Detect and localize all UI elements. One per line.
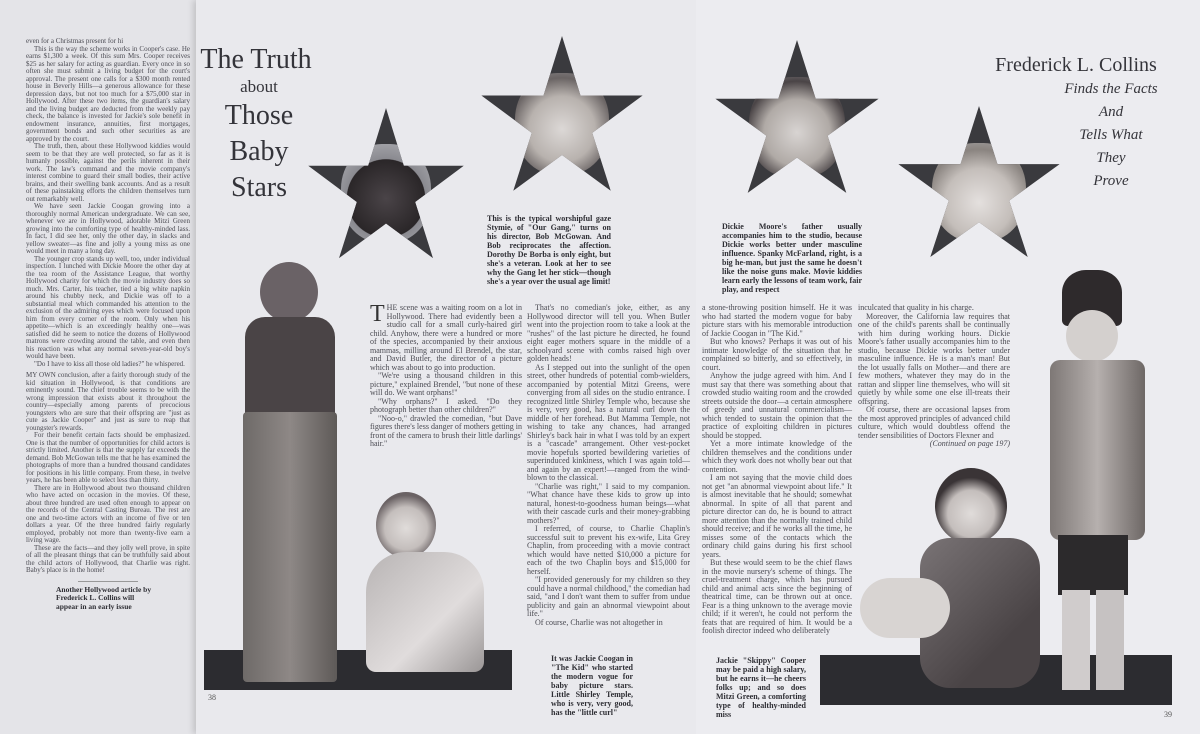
paragraph: MY OWN conclusion, after a fairly thorough study of the kid situation in Hollywood, is that conditions are eminently sound. The chief trouble seems to be with the wrong impression that exists about it throughout the country—especially among parents of precocious youngsters who are sure that their offspring are "just as cute as Jackie Cooper" and just as sure to reap that youngster's rewards. bbox=[26, 371, 190, 432]
article-column-4 bbox=[858, 304, 1010, 449]
caption-stymie: This is the typical worshipful gaze Stymie, of "Our Gang," turns on his director, Bob McGowan. And Bob reciprocates the affection. Dorothy De Borba is only eight, but she's a veteran. Look at her to see why the Gang let her stick—though she's a year over the usual age limit! bbox=[487, 214, 611, 286]
paragraph: Yet a more intimate knowledge of the children themselves and the conditions under which they work does not wholly bear out that contention. bbox=[702, 439, 852, 474]
background-page bbox=[0, 0, 197, 734]
article-column-3 bbox=[702, 304, 852, 636]
article-column-1 bbox=[370, 301, 522, 449]
subtitle-line: Tells What bbox=[1079, 127, 1143, 143]
background-page-text bbox=[26, 38, 190, 611]
paragraph: I referred, of course, to Charlie Chaplin's successful suit to prevent his ex-wife, Lita Grey Chaplin, from proceeding with a movie contract which would have netted $10,000 a picture for each of the two Chaplin boys and $15,000 for herself. bbox=[527, 524, 690, 576]
subtitle-line: Prove bbox=[1093, 173, 1129, 189]
title-line: Those bbox=[224, 100, 294, 131]
paragraph: But these would seem to be the chief flaws in the movie nursery's scheme of things. The cruel-treatment charge, which has pursued child and animal acts since the beginning of theatrical time, can be thrown out at once. Fear is a thing unknown to the average movie child; if it weren't, he could not perform the feats that are required of him. It would be a foolish director indeed who deliberately bbox=[702, 558, 852, 635]
author-heading bbox=[960, 52, 1192, 193]
paragraph: a stone-throwing position himself. He it was who had started the modern vogue for baby picture stars with his memorable introduction of Jackie Coogan in "The Kid." bbox=[702, 303, 852, 338]
paragraph: But who knows? Perhaps it was out of his intimate knowledge of the situation that he complained so bitterly, and so effectively, in court. bbox=[702, 337, 852, 372]
paragraph bbox=[858, 405, 1010, 448]
caption-dickie: Dickie Moore's father usually accompanies him to the studio, because Dickie works better under masculine influence. Spanky McFarland, right, is a big he-man, but just the same he doesn't like the noise guns make. Movie kiddies learn early the lessons of team work, fair play, and respect bbox=[722, 222, 862, 294]
photo-shirley-temple bbox=[358, 492, 498, 682]
paragraph: That's no comedian's joke, either, as any Hollywood director will tell you. When Butler went into the projection room to take a look at the "rushes" of the last picture he directed, he found eight eager mothers square in the middle of a schoolyard scene with combs raised high over golden heads! bbox=[527, 303, 690, 363]
subtitle bbox=[960, 78, 1192, 193]
paragraph: inculcated that quality in his charge. bbox=[858, 303, 974, 312]
paragraph: "Why orphans?" I asked. "Do they photograph better than other children?" bbox=[370, 396, 522, 414]
author-name: Frederick L. Collins bbox=[995, 54, 1157, 76]
subtitle-line: Finds the Facts bbox=[1064, 81, 1158, 97]
photo-mitzi-green bbox=[830, 468, 1052, 700]
divider bbox=[78, 581, 138, 582]
title-line: The Truth bbox=[200, 44, 312, 75]
next-article-note: Another Hollywood article by Frederick L. Collins will appear in an early issue bbox=[56, 584, 152, 611]
title-line: Stars bbox=[231, 172, 287, 203]
paragraph: These are the facts—and they jolly well prove, in spite of all the pleasant things that can be truthfully said about the child actors of Hollywood, that Charlie was right. Baby's place is in the home! bbox=[26, 543, 190, 574]
subtitle-line: And bbox=[1098, 104, 1124, 120]
paragraph-text: Of course, there are occasional lapses from the most approved principles of advanced child culture, which would doubtless offend the tender sensibilities of Doctors Flexner and bbox=[858, 405, 1010, 440]
paragraph: "Do I have to kiss all those old ladies?" he whispered. bbox=[34, 359, 185, 368]
paragraph: For their benefit certain facts should be emphasized. One is that the number of opportunities for child actors is strictly limited. Another is that the supply far exceeds the demand. Bob McGowan tells me that he has examined the photographs of more than a hundred thousand candidates for positions in his little company. From these, in twelve years, he has been able to select less than thirty. bbox=[26, 431, 190, 484]
caption-cooper: Jackie "Skippy" Cooper may be paid a high salary, but he earns it—he cheers folks up; and so does Mitzi Green, a comforting type of healthy-minded miss bbox=[716, 656, 806, 719]
paragraph: "Noo-o," drawled the comedian, "but Dave figures there's less danger of mothers getting in front of the camera to brush their little darlings' hair." bbox=[370, 413, 522, 448]
paragraph: Of course, Charlie was not altogether in bbox=[535, 617, 663, 627]
title-line: Baby bbox=[229, 136, 289, 167]
continued-note[interactable]: (Continued on page 197) bbox=[929, 439, 1010, 448]
paragraph: Moreover, the California law requires that one of the child's parents shall be continually with him during working hours. Dickie Moore's father usually accompanies him to the studio, because Dickie works better under masculine influence. He is a man's man! But the lot usually falls on Mother—and there are few mothers, whatever they may do in the rattan and slipper line themselves, who will sit quietly by while some one else ill-treats their offspring. bbox=[858, 311, 1010, 406]
paragraph: There are in Hollywood about two thousand children who have acted on occasion in the movies. Of these, about three hundred are used often enough to appear on the records of the Central Casting Bureau. The rest are one and two-time actors with an income of five or ten dollars a year. Of the three hundred fairly regularly employed, probably not more than twenty-five earn a living wage. bbox=[26, 483, 190, 544]
paragraph-text: HE scene was a waiting room on a lot in Hollywood. There had evidently been a studio call for a small curly-haired girl child. Anyhow, there were a hundred or more of the species, accompanied by their anxious mammas, milling around El Brendel, the star, and David Butler, the director of a picture which was about to go into production. bbox=[370, 303, 522, 372]
caption-coogan: It was Jackie Coogan in "The Kid" who started the modern vogue for baby picture stars. Little Shirley Temple, who is very, very good, has the "little curl" bbox=[551, 654, 633, 717]
subtitle-line: They bbox=[1096, 150, 1126, 166]
drop-cap: T bbox=[370, 301, 385, 327]
paragraph: "We're using a thousand children in this picture," explained Brendel, "but none of these will do. We want orphans!" bbox=[370, 371, 522, 397]
paragraph: We have seen Jackie Coogan growing into a thoroughly normal American undergraduate. We can see, whenever we are in Hollywood, adorable Mitzi Green growing into the comforting type of healthy-minded lass. In fact, I did see her, only the other day, in slacks and yellow sweater—as fine and jolly a young miss as one would meet in many a long day. bbox=[26, 202, 190, 255]
paragraph: I am not saying that the movie child does not get "an abnormal viewpoint about life." It is almost inevitable that he should; somewhat abnormal. In spite of all that parent and picture director can do, he is bound to attract more attention than the normally trained child should receive; and if he works all the time, he misses some of the contacts which the ordinary child gains during his first school years. bbox=[702, 473, 852, 559]
paragraph: The younger crop stands up well, too, under individual inspection. I lunched with Dickie Moore the other day at the tea room of the Assistance League, that worthy Hollywood charity for which the movie industry does so much. Mrs. Carter, his teacher, tied a big white napkin around his chubby neck, and Dickie was off to a substantial meal which commanded his attention to the exclusion of the admiring eyes which were focused upon him from every corner of the room. Only when his appetite—which is an exceedingly healthy one—was satisfied did he seem to notice the dozens of Hollywood matrons were crowding around the table, and even then his reaction was what any normal seven-year-old boy's would have been. bbox=[26, 254, 190, 360]
photo-jackie-coogan bbox=[215, 262, 363, 682]
first-paragraph bbox=[370, 301, 522, 372]
paragraph: The truth, then, about these Hollywood kiddies would seem to be that they are well protected, so far as it is humanly possible, against the perils inherent in their work. The law's command and the movie company's interest combine to guard their small bodies, their active brains, and their swelling bank accounts. And as a result of these painstaking efforts the children themselves turn out remarkably well. bbox=[26, 142, 190, 203]
paragraph: "I provided generously for my children so they could have a normal childhood," the comedian had said, "and I don't want them to suffer from undue publicity and gain an abnormal viewpoint about life." bbox=[527, 575, 690, 618]
paragraph: Anyhow the judge agreed with him. And I must say that there was something about that crowded studio waiting room and the crowded streets outside the door—a certain atmosphere of greedy and unnatural commercialism—which tended to sustain the opinion that the practice of exploiting children in pictures should be stopped. bbox=[702, 371, 852, 440]
page-number-left: 38 bbox=[208, 693, 216, 702]
paragraph: As I stepped out into the sunlight of the open street, other hundreds of potential comb-wielders, accompanied by potential Mitzi Greens, were converging from all sides on the studio entrance. I recognized little Shirley Temple who, because she is very, very good, has a natural curl down the middle of her forehead. But Mamma Temple, not wishing to take any chances, had arranged Shirley's back hair in what I was told by an expert is a "cascade" arrangement. Other vest-pocket movie hopefuls sported bewildering varieties of superinduced kinkiness, which I was again told—and again by an expert!—ranged from the wind-blown to the classical. bbox=[527, 362, 690, 482]
paragraph: "Charlie was right," I said to my companion. "What chance have these kids to grow up into natural, honest-to-goodness human beings—what with their cascade curls and their money-grabbing mothers?" bbox=[527, 481, 690, 525]
title-line: about bbox=[240, 77, 278, 96]
paragraph: This is the way the scheme works in Cooper's case. He earns $1,300 a week. Of this sum Mrs. Cooper receives $25 as her salary for acting as guardian. Every once in so often she must submit a living budget for the court's approval. The present one calls for a $300 month rented house in Beverly Hills—a generous allowance for these depression days, but not too much for a $75,000 star in Hollywood. After these two items, the guardian's salary and the living budget are deducted from the weekly pay check, the balance is invested for Jackie's sole benefit in endowment insurance, annuities, first mortgages, government bonds and such other securities as are approved by the court. bbox=[26, 44, 190, 143]
page-number-right: 39 bbox=[1164, 710, 1172, 719]
paragraph: even for a Christmas present for hi bbox=[26, 37, 124, 45]
article-column-2 bbox=[527, 304, 690, 627]
photo-jackie-cooper bbox=[1030, 270, 1150, 702]
article-title bbox=[200, 44, 314, 206]
